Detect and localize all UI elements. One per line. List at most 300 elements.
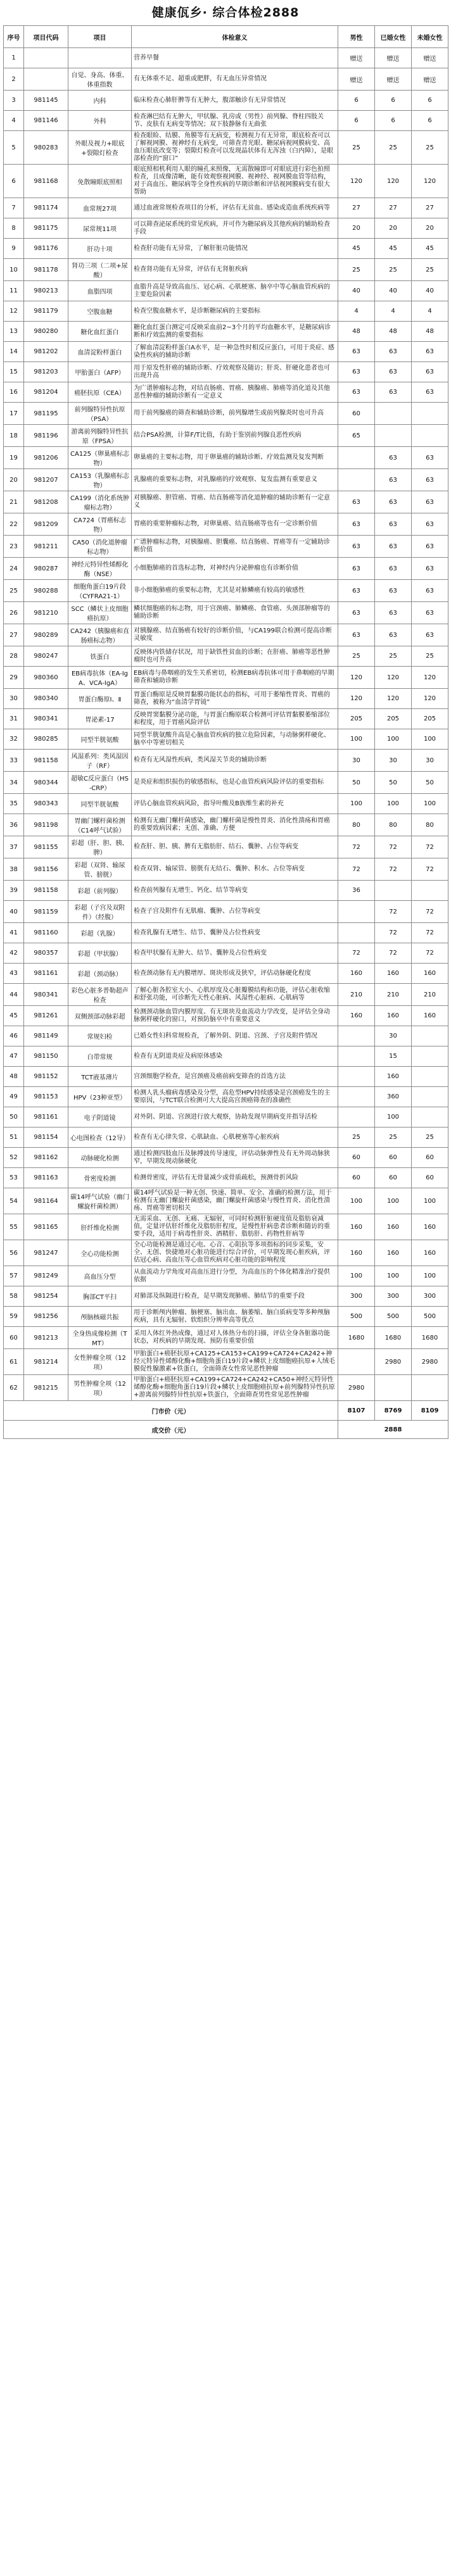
row-price-female-unmarried: 100	[412, 1266, 448, 1286]
table-row	[4, 491, 448, 513]
list-price-label: 门市价（元）	[4, 1401, 338, 1421]
row-code: 981198	[24, 814, 68, 836]
row-meaning: 检测人乳头瘤病毒感染及分型，高危型HPV持续感染是宫颈癌发生的主要原因，与TCT联合检测可大大提高宫颈癌筛查的准确性	[132, 1087, 338, 1107]
table-row	[4, 513, 448, 536]
row-code: 981206	[24, 447, 68, 469]
row-name: 动脉硬化检测	[68, 1148, 132, 1168]
row-code: 981146	[24, 111, 68, 131]
table-row	[4, 342, 448, 362]
table-header-row	[4, 26, 448, 48]
row-code: 981261	[24, 1006, 68, 1026]
table-row	[4, 901, 448, 923]
row-price-male: 300	[338, 1286, 375, 1307]
row-meaning: 检查前列腺有无增生、钙化、结节等病变	[132, 881, 338, 901]
row-name: 免散瞳眼底照相	[68, 165, 132, 198]
row-no: 44	[4, 984, 24, 1006]
row-name: 同型半胱氨酸	[68, 729, 132, 750]
row-meaning: 为广谱肿瘤标志物，对结直肠癌、胃癌、胰腺癌、肺癌等消化道及其他恶性肿瘤的辅助诊断有一定意义	[132, 382, 338, 403]
row-price-female-married: 120	[375, 667, 412, 689]
row-price-female-unmarried: 赠送	[412, 68, 448, 91]
table-row	[4, 943, 448, 964]
row-code: 980289	[24, 624, 68, 646]
row-no: 21	[4, 491, 24, 513]
row-code: 981176	[24, 239, 68, 259]
row-price-male: 25	[338, 646, 375, 667]
row-meaning: 检查子宫及附件有无肌瘤、囊肿、占位等病变	[132, 901, 338, 923]
row-meaning: 有无体重不足、超重或肥胖，有无血压异常情况	[132, 68, 338, 91]
row-name: 尿常规11项	[68, 218, 132, 239]
row-price-female-married: 160	[375, 1240, 412, 1266]
row-price-female-unmarried: 6	[412, 111, 448, 131]
row-price-female-married: 2980	[375, 1349, 412, 1375]
row-name: 彩超（颈动脉）	[68, 964, 132, 984]
row-price-male: 27	[338, 198, 375, 218]
row-code: 981254	[24, 1286, 68, 1307]
row-meaning: 检查颈动脉有无内膜增厚、斑块形成及狭窄，评估动脉硬化程度	[132, 964, 338, 984]
row-no: 56	[4, 1240, 24, 1266]
row-price-female-unmarried: 160	[412, 1006, 448, 1026]
row-meaning: 鳞状细胞癌的标志物，用于宫颈癌、肺鳞癌、食管癌、头颈部肿瘤等的辅助诊断	[132, 602, 338, 624]
row-price-male: 63	[338, 536, 375, 558]
row-name: CA50（消化道肿瘤标志物）	[68, 536, 132, 558]
row-name: 肝功十项	[68, 239, 132, 259]
row-price-male: 63	[338, 580, 375, 602]
row-price-female-unmarried: 1680	[412, 1327, 448, 1349]
row-no: 49	[4, 1087, 24, 1107]
row-no: 42	[4, 943, 24, 964]
row-price-female-unmarried: 120	[412, 667, 448, 689]
row-price-female-unmarried: 赠送	[412, 48, 448, 68]
row-code	[24, 68, 68, 91]
row-meaning: 检查肝功能有无异常，了解肝脏功能情况	[132, 239, 338, 259]
row-name: 神经元特异性烯醇化酶（NSE）	[68, 558, 132, 580]
row-price-female-unmarried: 45	[412, 239, 448, 259]
row-price-female-married: 30	[375, 750, 412, 772]
row-meaning: 同型半胱氨酸升高是心脑血管疾病的独立危险因素，与动脉粥样硬化、脑卒中等密切相关	[132, 729, 338, 750]
row-code: 981195	[24, 403, 68, 425]
row-price-female-married: 80	[375, 814, 412, 836]
row-price-female-unmarried: 500	[412, 1307, 448, 1327]
table-row	[4, 447, 448, 469]
row-name: 血清淀粉样蛋白	[68, 342, 132, 362]
row-meaning: 检查甲状腺有无肿大、结节、囊肿及占位性病变	[132, 943, 338, 964]
row-code: 981213	[24, 1327, 68, 1349]
table-row	[4, 1188, 448, 1214]
row-price-male: 210	[338, 984, 375, 1006]
row-price-male: 63	[338, 624, 375, 646]
row-price-female-married: 300	[375, 1286, 412, 1307]
row-no: 28	[4, 646, 24, 667]
row-meaning: 用于诊断颅内肿瘤、脑梗塞、脑出血、脑萎缩、脑白质病变等多种颅脑疾病，具有无辐射、软组织分辨率高等优点	[132, 1307, 338, 1327]
row-price-female-unmarried: 2980	[412, 1349, 448, 1375]
row-name: 游离前列腺特异性抗原（FPSA）	[68, 425, 132, 447]
row-price-male: 30	[338, 750, 375, 772]
row-code: 981154	[24, 1128, 68, 1148]
row-price-male: 60	[338, 403, 375, 425]
row-price-female-married: 20	[375, 218, 412, 239]
col-header-male: 男性	[338, 26, 375, 48]
row-price-female-married: 63	[375, 558, 412, 580]
table-row	[4, 239, 448, 259]
row-code: 981247	[24, 1240, 68, 1266]
row-price-female-unmarried: 63	[412, 513, 448, 536]
row-price-female-married: 72	[375, 943, 412, 964]
row-price-female-unmarried: 210	[412, 984, 448, 1006]
row-meaning: 检查空腹血糖水平，是诊断糖尿病的主要指标	[132, 301, 338, 322]
row-price-male: 45	[338, 239, 375, 259]
row-code: 980340	[24, 689, 68, 709]
row-price-female-married: 160	[375, 1006, 412, 1026]
row-price-male	[338, 1087, 375, 1107]
row-price-female-unmarried: 63	[412, 602, 448, 624]
row-code: 981256	[24, 1307, 68, 1327]
row-no: 35	[4, 794, 24, 814]
row-name: 全心功能检测	[68, 1240, 132, 1266]
row-meaning: 检查眼睑、结膜、角膜等有无病变，检测视力有无异常，眼底检查可以了解视网膜、视神经有无病变，可筛查青光眼、糖尿病视网膜病变、高血压眼底改变等；裂隙灯检查可以发现晶状体有无浑浊（白内障），是眼部检查的“窗口”	[132, 131, 338, 165]
row-price-female-married: 160	[375, 1214, 412, 1240]
list-price-row	[4, 1401, 448, 1421]
row-meaning: 用于原发性肝癌的辅助诊断、疗效观察及随访；肝炎、肝硬化患者也可出现升高	[132, 362, 338, 382]
row-no: 15	[4, 362, 24, 382]
row-meaning: 对外阴、阴道、宫颈进行放大观察，协助发现早期病变并指导活检	[132, 1107, 338, 1128]
row-name: 外眼及视力+眼底+裂隙灯检查	[68, 131, 132, 165]
table-row	[4, 322, 448, 342]
row-meaning: 了解心脏各腔室大小、心肌厚度及心脏瓣膜结构和功能，评估心脏收缩和舒张功能，可诊断先天性心脏病、风湿性心脏病、心肌病等	[132, 984, 338, 1006]
row-code: 981163	[24, 1168, 68, 1188]
row-meaning: 评估心脑血管疾病风险，指导叶酸及B族维生素的补充	[132, 794, 338, 814]
row-name: 外科	[68, 111, 132, 131]
row-price-female-married: 120	[375, 165, 412, 198]
row-price-female-unmarried: 100	[412, 794, 448, 814]
row-no: 48	[4, 1067, 24, 1087]
row-price-male: 25	[338, 1128, 375, 1148]
row-price-male: 60	[338, 1148, 375, 1168]
row-code: 981155	[24, 836, 68, 858]
row-code	[24, 48, 68, 68]
row-price-female-unmarried: 63	[412, 382, 448, 403]
table-row	[4, 1375, 448, 1401]
row-price-female-unmarried: 63	[412, 447, 448, 469]
row-name: 血脂四项	[68, 281, 132, 301]
row-no: 37	[4, 836, 24, 858]
row-no: 19	[4, 447, 24, 469]
row-no: 2	[4, 68, 24, 91]
row-price-female-married: 63	[375, 602, 412, 624]
row-meaning: 对肺部及纵隔进行检查，是早期发现肺癌、肺结节的重要手段	[132, 1286, 338, 1307]
row-no: 12	[4, 301, 24, 322]
row-price-male: 50	[338, 772, 375, 794]
row-code: 981202	[24, 342, 68, 362]
row-no: 32	[4, 729, 24, 750]
row-name: 胃泌素-17	[68, 709, 132, 729]
row-price-male: 63	[338, 362, 375, 382]
table-row	[4, 858, 448, 881]
row-meaning: 通过血液常规检查项目的分析，评估有无贫血、感染或造血系统疾病等	[132, 198, 338, 218]
row-no: 60	[4, 1327, 24, 1349]
row-meaning: EB病毒与鼻咽癌的发生关系密切，检测EB病毒抗体可用于鼻咽癌的早期筛查和辅助诊断	[132, 667, 338, 689]
row-price-female-married: 72	[375, 836, 412, 858]
table-row	[4, 923, 448, 943]
row-price-female-married: 100	[375, 729, 412, 750]
table-row	[4, 469, 448, 491]
row-price-female-unmarried: 40	[412, 281, 448, 301]
row-code: 981152	[24, 1067, 68, 1087]
row-meaning: 检查有无心律失常、心肌缺血、心肌梗塞等心脏疾病	[132, 1128, 338, 1148]
row-price-male: 36	[338, 881, 375, 901]
row-no: 22	[4, 513, 24, 536]
row-price-male: 25	[338, 259, 375, 281]
col-header-no: 序号	[4, 26, 24, 48]
row-price-male	[338, 1107, 375, 1128]
row-meaning: 甲胎蛋白+癌胚抗原+CA199+CA724+CA242+CA50+神经元特异性烯醇化酶+细胞角蛋白19片段+鳞状上皮细胞癌抗原+前列腺特异性抗原+游离前列腺特异性抗原+铁蛋白，全面筛查男性常见恶性肿瘤	[132, 1375, 338, 1401]
row-meaning: 从血流动力学角度对高血压进行分型，为高血压的个体化精准治疗提供依据	[132, 1266, 338, 1286]
row-code: 981211	[24, 536, 68, 558]
row-price-female-married: 63	[375, 513, 412, 536]
row-price-female-unmarried: 72	[412, 858, 448, 881]
row-price-male: 500	[338, 1307, 375, 1327]
row-name: 糖化血红蛋白	[68, 322, 132, 342]
package-table	[3, 25, 448, 1439]
row-price-female-unmarried: 25	[412, 131, 448, 165]
row-no: 25	[4, 580, 24, 602]
row-price-female-unmarried	[412, 425, 448, 447]
row-name: 肝纤维化检测	[68, 1214, 132, 1240]
row-price-female-married: 40	[375, 281, 412, 301]
row-code: 981150	[24, 1046, 68, 1067]
row-name: 风湿系列：类风湿因子（RF）	[68, 750, 132, 772]
row-no: 27	[4, 624, 24, 646]
row-meaning: 检查双肾、输尿管、膀胱有无结石、囊肿、积水、占位等病变	[132, 858, 338, 881]
row-meaning: 小细胞肺癌的首选标志物，对神经内分泌肿瘤也有诊断价值	[132, 558, 338, 580]
row-price-male: 160	[338, 964, 375, 984]
table-row	[4, 1067, 448, 1087]
row-no: 34	[4, 772, 24, 794]
table-row	[4, 1046, 448, 1067]
row-price-female-married: 60	[375, 1148, 412, 1168]
row-name: 电子阴道镜	[68, 1107, 132, 1128]
row-no: 59	[4, 1307, 24, 1327]
row-meaning: 对胰腺癌、结直肠癌有较好的诊断价值，与CA199联合检测可提高诊断灵敏度	[132, 624, 338, 646]
row-price-female-unmarried: 63	[412, 491, 448, 513]
table-row	[4, 667, 448, 689]
row-price-female-unmarried: 63	[412, 580, 448, 602]
row-no: 58	[4, 1286, 24, 1307]
list-price-female-married: 8769	[375, 1401, 412, 1421]
table-row	[4, 1349, 448, 1375]
row-no: 43	[4, 964, 24, 984]
row-name: 胸部CT平扫	[68, 1286, 132, 1307]
row-name: 超敏C反应蛋白（HS-CRP）	[68, 772, 132, 794]
row-price-female-married: 63	[375, 580, 412, 602]
row-price-female-married: 63	[375, 624, 412, 646]
row-no: 17	[4, 403, 24, 425]
row-price-male	[338, 1067, 375, 1087]
row-name: 胃幽门螺杆菌检测（C14呼气试验）	[68, 814, 132, 836]
row-name: 自觉、身高、体重、体重指数	[68, 68, 132, 91]
table-row	[4, 709, 448, 729]
table-row	[4, 794, 448, 814]
row-price-female-married: 60	[375, 1168, 412, 1188]
table-row	[4, 602, 448, 624]
row-price-female-married: 100	[375, 1188, 412, 1214]
row-name: 胃蛋白酶原Ⅰ、Ⅱ	[68, 689, 132, 709]
row-price-female-unmarried	[412, 1026, 448, 1046]
row-price-female-married: 63	[375, 469, 412, 491]
row-no: 18	[4, 425, 24, 447]
row-meaning: 用于前列腺癌的筛查和辅助诊断，前列腺增生或前列腺炎时也可升高	[132, 403, 338, 425]
row-meaning: 血脂升高是导致高血压、冠心病、心肌梗塞、脑卒中等心脑血管疾病的主要危险因素	[132, 281, 338, 301]
row-price-male: 63	[338, 558, 375, 580]
table-row	[4, 1026, 448, 1046]
row-name: CA125（卵巢癌标志物）	[68, 447, 132, 469]
final-price-row	[4, 1421, 448, 1439]
col-header-name: 项目	[68, 26, 132, 48]
row-price-female-married	[375, 403, 412, 425]
row-code: 981203	[24, 362, 68, 382]
table-row	[4, 301, 448, 322]
table-row	[4, 580, 448, 602]
row-no: 6	[4, 165, 24, 198]
row-price-male	[338, 1349, 375, 1375]
table-row	[4, 646, 448, 667]
row-price-female-unmarried: 72	[412, 943, 448, 964]
row-price-female-married: 63	[375, 362, 412, 382]
row-price-female-unmarried: 205	[412, 709, 448, 729]
row-name: 女性肿瘤全项（12项）	[68, 1349, 132, 1375]
row-meaning: 检测骨密度，评估有无骨量减少或骨质疏松，预测骨折风险	[132, 1168, 338, 1188]
table-row	[4, 1006, 448, 1026]
row-price-female-married: 50	[375, 772, 412, 794]
table-row	[4, 624, 448, 646]
row-price-female-married: 63	[375, 491, 412, 513]
row-code: 980341	[24, 709, 68, 729]
row-name: 白带常规	[68, 1046, 132, 1067]
row-price-male: 100	[338, 1266, 375, 1286]
row-no: 51	[4, 1128, 24, 1148]
row-price-female-married: 48	[375, 322, 412, 342]
row-price-male: 63	[338, 342, 375, 362]
row-code: 981165	[24, 1214, 68, 1240]
row-name: EB病毒抗体（EA-IgA、VCA-IgA）	[68, 667, 132, 689]
row-meaning: 检查肾功能有无异常，评估有无肾脏疾病	[132, 259, 338, 281]
row-no: 9	[4, 239, 24, 259]
row-meaning: 乳腺癌的重要标志物，对乳腺癌的疗效观察、复发监测有重要意义	[132, 469, 338, 491]
row-price-male: 72	[338, 858, 375, 881]
table-row	[4, 382, 448, 403]
row-price-female-unmarried	[412, 1107, 448, 1128]
row-code: 981149	[24, 1026, 68, 1046]
table-row	[4, 1286, 448, 1307]
row-price-male: 63	[338, 602, 375, 624]
row-code: 981162	[24, 1148, 68, 1168]
table-row	[4, 425, 448, 447]
row-name: 颅脑核磁共振	[68, 1307, 132, 1327]
row-meaning: 卵巢癌的主要标志物，用于卵巢癌的辅助诊断、疗效监测及复发判断	[132, 447, 338, 469]
row-no: 38	[4, 858, 24, 881]
row-code: 981208	[24, 491, 68, 513]
col-header-female-married: 已婚女性	[375, 26, 412, 48]
row-meaning: 结合PSA检测，计算F/T比值，有助于鉴别前列腺良恶性疾病	[132, 425, 338, 447]
row-name: 男性肿瘤全项（12项）	[68, 1375, 132, 1401]
row-price-female-unmarried: 60	[412, 1168, 448, 1188]
table-row	[4, 281, 448, 301]
row-price-male	[338, 469, 375, 491]
row-price-female-unmarried: 72	[412, 836, 448, 858]
row-meaning: 无需采血、无创、无痛、无辐射，可同时检测肝脏硬度值及脂肪衰减值，定量评估肝纤维化及脂肪肝程度，是慢性肝病患者诊断和随访的重要手段，适用于病毒性肝炎、酒精肝、脂肪肝、药物性肝病等	[132, 1214, 338, 1240]
row-code: 980247	[24, 646, 68, 667]
row-price-male: 100	[338, 1188, 375, 1214]
row-no: 13	[4, 322, 24, 342]
row-price-female-unmarried: 63	[412, 342, 448, 362]
row-price-female-unmarried: 48	[412, 322, 448, 342]
col-header-code: 项目代码	[24, 26, 68, 48]
row-meaning: 非小细胞肺癌的重要标志物，尤其是对肺鳞癌有较高的敏感性	[132, 580, 338, 602]
table-row	[4, 68, 448, 91]
row-meaning: 是炎症和组织损伤的敏感指标，也是心血管疾病风险评估的重要指标	[132, 772, 338, 794]
row-price-female-married: 25	[375, 131, 412, 165]
row-price-female-unmarried: 25	[412, 259, 448, 281]
row-code: 980357	[24, 943, 68, 964]
row-price-female-married: 25	[375, 646, 412, 667]
table-row	[4, 1128, 448, 1148]
row-no: 39	[4, 881, 24, 901]
table-row	[4, 729, 448, 750]
row-code: 981160	[24, 923, 68, 943]
row-price-female-married: 赠送	[375, 48, 412, 68]
row-code: 981178	[24, 259, 68, 281]
row-price-female-married: 15	[375, 1046, 412, 1067]
row-price-female-unmarried: 120	[412, 689, 448, 709]
row-price-female-unmarried	[412, 1087, 448, 1107]
row-name: 碳14呼气试验（幽门螺旋杆菌检测）	[68, 1188, 132, 1214]
row-price-male: 72	[338, 836, 375, 858]
row-name	[68, 48, 132, 68]
row-name: 彩超（乳腺）	[68, 923, 132, 943]
row-price-female-married: 160	[375, 964, 412, 984]
row-no: 30	[4, 689, 24, 709]
row-code: 980360	[24, 667, 68, 689]
row-price-male: 120	[338, 667, 375, 689]
row-name: 血常规27项	[68, 198, 132, 218]
row-code: 980285	[24, 729, 68, 750]
row-price-female-married: 45	[375, 239, 412, 259]
row-price-male: 63	[338, 382, 375, 403]
row-price-female-unmarried: 100	[412, 1188, 448, 1214]
row-no: 11	[4, 281, 24, 301]
row-code: 981174	[24, 198, 68, 218]
row-name: 彩超（前列腺）	[68, 881, 132, 901]
row-price-female-unmarried: 63	[412, 362, 448, 382]
row-meaning: 对胰腺癌、胆管癌、胃癌、结直肠癌等消化道肿瘤的辅助诊断有一定意义	[132, 491, 338, 513]
row-code: 981156	[24, 858, 68, 881]
row-no: 50	[4, 1107, 24, 1128]
row-price-female-married	[375, 881, 412, 901]
table-row	[4, 218, 448, 239]
table-row	[4, 91, 448, 111]
row-price-male: 160	[338, 1214, 375, 1240]
row-price-male: 40	[338, 281, 375, 301]
table-row	[4, 772, 448, 794]
row-name: 彩超（甲状腺）	[68, 943, 132, 964]
row-price-male: 100	[338, 729, 375, 750]
row-meaning: 糖化血红蛋白测定可反映采血前2~3个月的平均血糖水平，是糖尿病诊断和疗效监测的重要指标	[132, 322, 338, 342]
row-meaning: 广谱肿瘤标志物，对胰腺癌、胆囊癌、结直肠癌、胃癌等有一定辅助诊断价值	[132, 536, 338, 558]
row-price-female-married: 25	[375, 259, 412, 281]
table-row	[4, 1307, 448, 1327]
row-no: 7	[4, 198, 24, 218]
row-no: 55	[4, 1214, 24, 1240]
row-code: 980288	[24, 580, 68, 602]
